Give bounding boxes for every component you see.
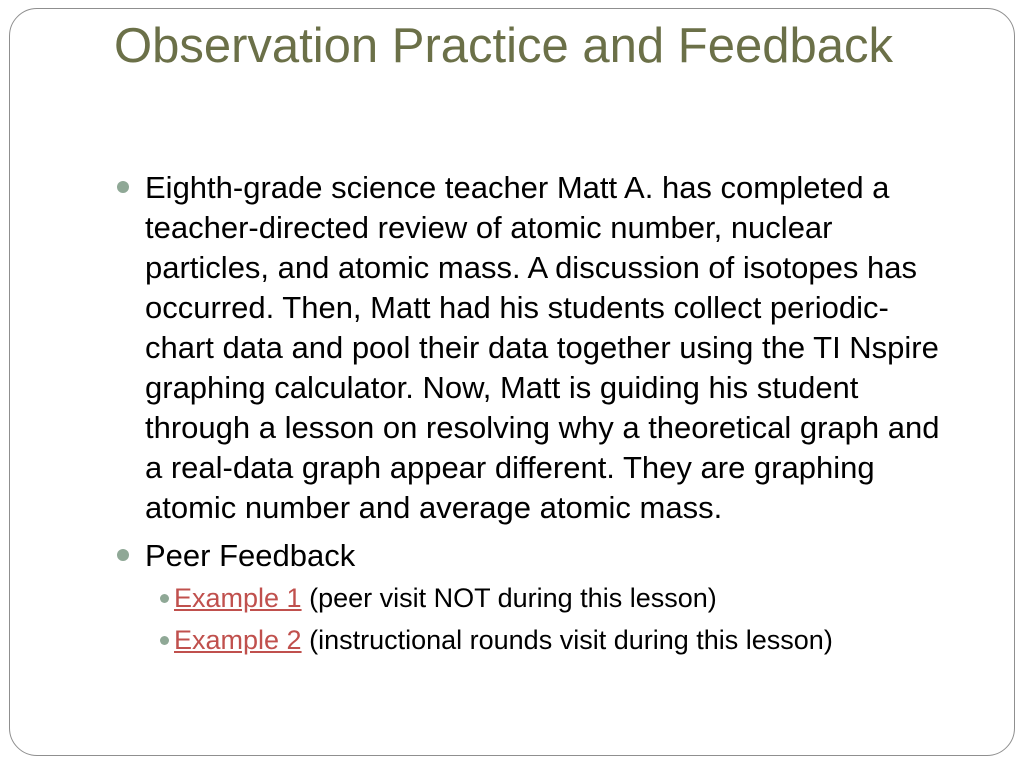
slide-title: Observation Practice and Feedback <box>114 19 893 73</box>
sub-bullet-text: (peer visit NOT during this lesson) <box>301 583 717 613</box>
sub-bullet-dot-icon <box>160 594 169 603</box>
sub-bullet-dot-icon <box>160 636 169 645</box>
slide-body <box>114 168 944 667</box>
bullet-dot-icon <box>117 549 129 561</box>
bullet-list <box>114 168 944 659</box>
example-2-link[interactable]: Example 2 <box>174 625 302 655</box>
bullet-item-peer-feedback <box>114 536 944 659</box>
example-1-link[interactable]: Example 1 <box>174 583 302 613</box>
bullet-text: Eighth-grade science teacher Matt A. has completed a teacher-directed review of atomic number, nuclear particles, and atomic mass. A discussion of isotopes has occurred. Then, Matt had his students collect periodic-chart data and pool their data together using the TI Nspire graphing calculator. Now, Matt is guiding his student through a lesson on resolving why a theoretical graph and a real-data graph appear different. They are graphing atomic number and average atomic mass. <box>145 170 940 525</box>
bullet-item-scenario <box>114 168 944 528</box>
sub-bullet-item-example-1 <box>145 580 944 617</box>
bullet-dot-icon <box>117 181 129 193</box>
bullet-text: Peer Feedback <box>145 538 356 573</box>
sub-bullet-list <box>145 580 944 659</box>
sub-bullet-item-example-2 <box>145 622 944 659</box>
sub-bullet-text: (instructional rounds visit during this lesson) <box>301 625 833 655</box>
